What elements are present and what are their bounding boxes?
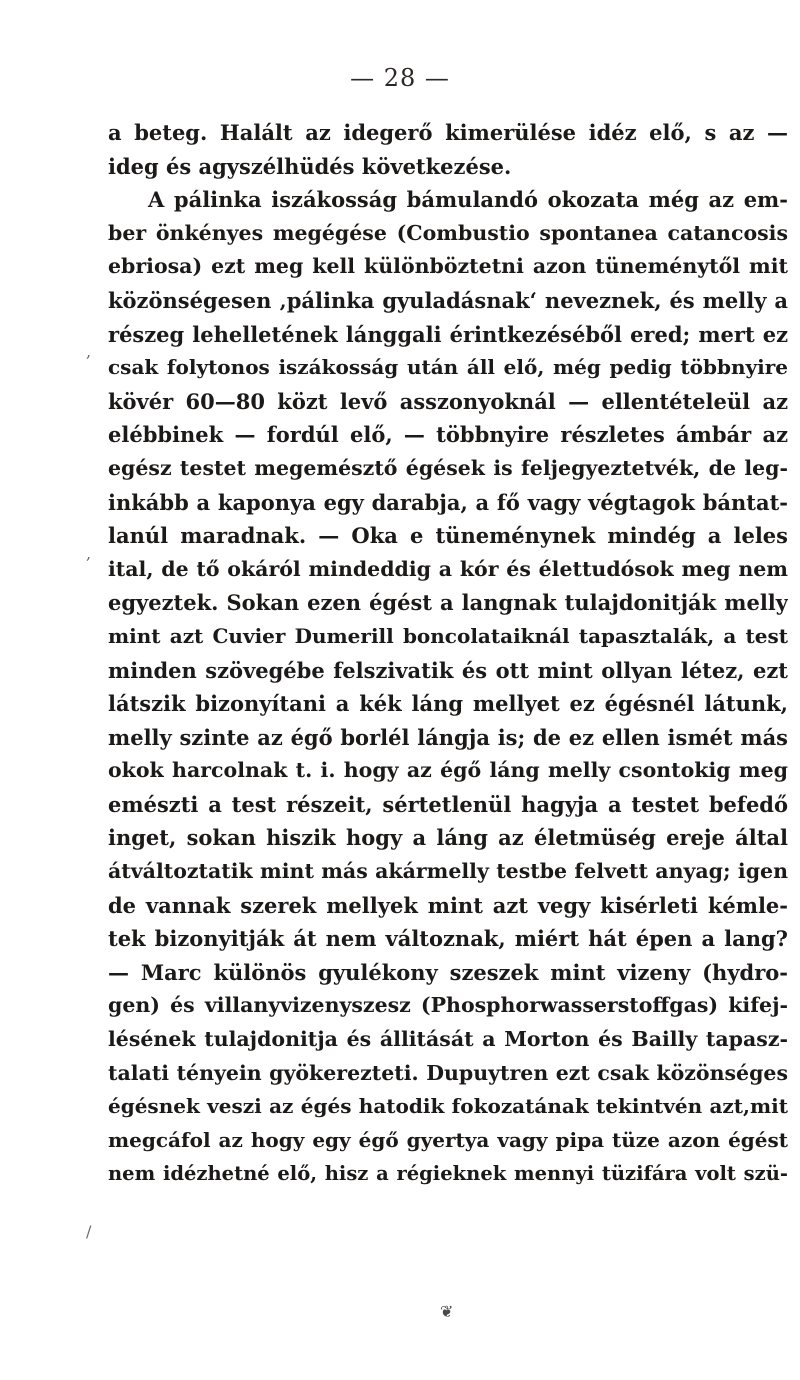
text-line: de vannak szerek mellyek mint azt vegy kisérleti kémle-	[108, 892, 788, 918]
text-line: mint azt Cuvier Dumerill boncolataiknál tapasztalák, a test	[108, 623, 788, 648]
text-line: egész testet megemésztő égések is feljegyeztetvék, de leg-	[108, 455, 788, 480]
text-line: emészti a test részeit, sértetlenül hagyja a testet befedő	[108, 791, 788, 817]
text-line: ital, de tő okáról mindeddig a kór és élettudósok meg nem	[108, 556, 788, 581]
text-line: egyeztek. Sokan ezen égést a langnak tulajdonitják melly	[108, 590, 788, 616]
text-line: nem idézhetné elő, hisz a régieknek mennyi tüzifára volt szü-	[108, 1162, 788, 1186]
text-line: gen) és villanyvizenyszesz (Phosphorwasserstoffgas) kifej-	[108, 993, 788, 1018]
text-line: kövér 60—80 közt levő asszonyoknál — ellentételeül az	[108, 388, 788, 414]
text-line: talati tényein gyökerezteti. Dupuytren ezt csak közönséges	[108, 1060, 788, 1085]
margin-mark-2: ,	[86, 544, 92, 563]
text-line: megcáfol az hogy egy égő gyertya vagy pipa tüze azon égést	[108, 1127, 788, 1152]
text-line: lanúl maradnak. — Oka e tüneménynek mindég a leles	[108, 523, 788, 549]
text-line: ebriosa) ezt meg kell különböztetni azon tüneménytől mit	[108, 254, 788, 279]
print-mark: ❦	[440, 1302, 454, 1321]
text-line: ideg és agyszélhüdés következése.	[108, 153, 512, 179]
text-line: lésének tulajdonitja és állitását a Morton és Bailly tapasz-	[108, 1027, 788, 1052]
text-line: égésnek veszi az égés hatodik fokozatának tekintvén azt,mit	[108, 1094, 788, 1119]
page-number: — 28 —	[350, 64, 450, 92]
text-line: részeg lehelletének lánggali érintkezéséből ered; mert ez	[108, 321, 788, 347]
text-line: minden szövegébe felszivatik és ott mint ollyan létez, ezt	[108, 657, 788, 683]
margin-mark-3: /	[86, 1222, 92, 1241]
text-line: közönségesen ‚pálinka gyuladásnak‘ neveznek, és melly a	[108, 287, 788, 313]
text-line: melly szinte az égő borlél lángja is; de ez ellen ismét más	[108, 724, 788, 750]
text-line: csak folytonos iszákosság után áll elő, még pedig többnyire	[108, 355, 788, 380]
body-text	[108, 116, 788, 1191]
text-line: — Marc különös gyulékony szeszek mint vizeny (hydro-	[108, 959, 788, 985]
text-line: okok harcolnak t. i. hogy az égő láng melly csontokig meg	[108, 758, 788, 783]
text-line: átváltoztatik mint más akármelly testbe felvett anyag; igen	[108, 859, 788, 884]
text-line: A pálinka iszákosság bámulandó okozata még az em-	[148, 187, 788, 213]
text-line: tek bizonyitják át nem változnak, miért hát épen a lang?	[108, 926, 788, 952]
text-line: ber önkényes megégése (Combustio spontanea catancosis	[108, 220, 788, 245]
text-line: inkább a kaponya egy darabja, a fő vagy végtagok bántat-	[108, 489, 788, 515]
text-line: látszik bizonyítani a kék láng mellyet ez égésnél látunk,	[108, 691, 788, 717]
text-line: a beteg. Halált az idegerő kimerülése idéz elő, s az —	[108, 120, 788, 145]
margin-mark-1: ,	[86, 342, 92, 361]
text-line: inget, sokan hiszik hogy a láng az életmüség ereje által	[108, 825, 788, 851]
text-line: elébbinek — fordúl elő, — többnyire részletes ámbár az	[108, 422, 788, 448]
